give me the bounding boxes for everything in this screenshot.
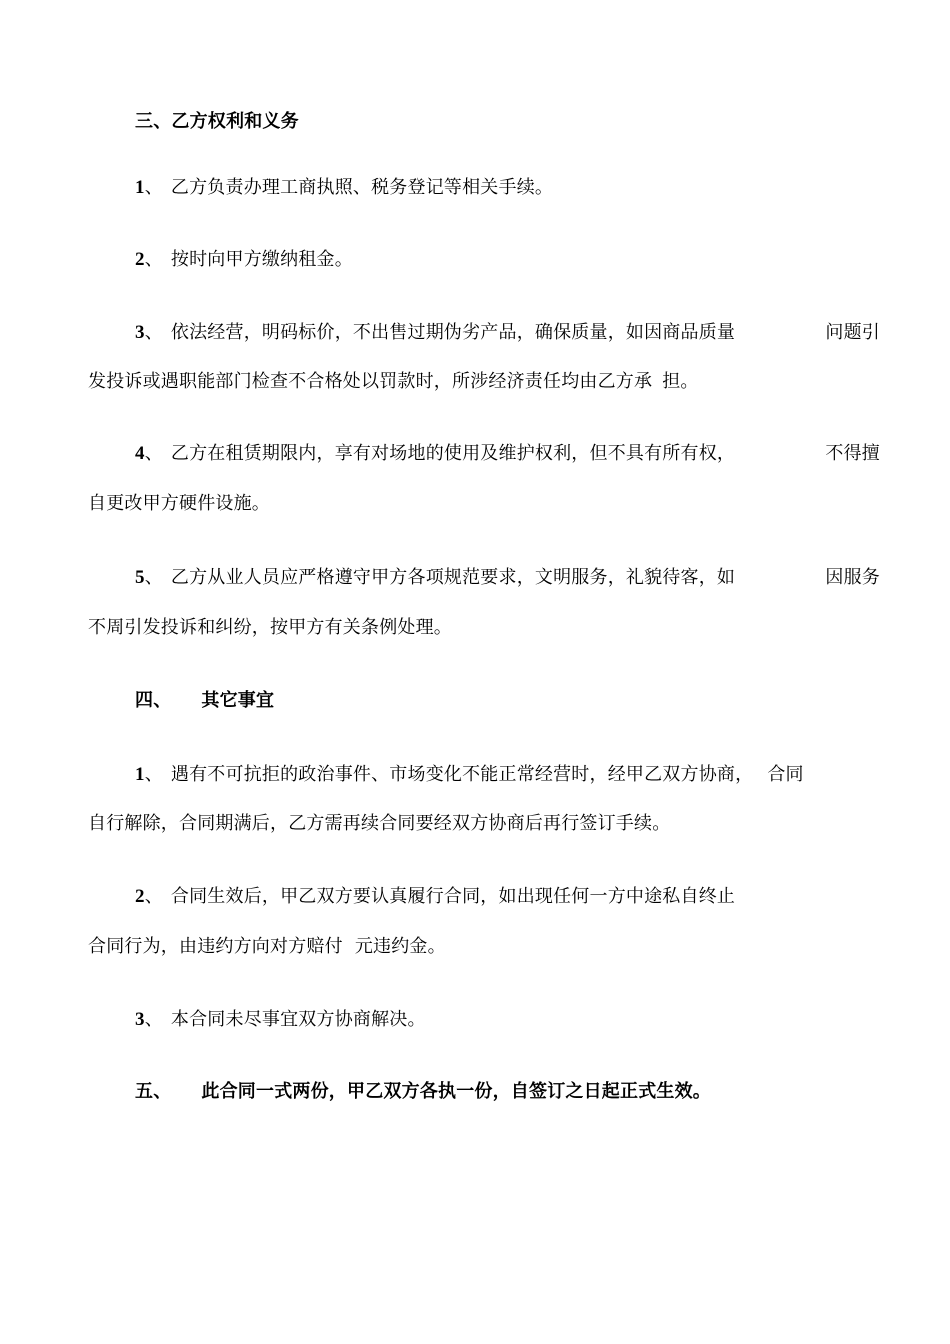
clause-text-continued: 不得擅 [825,443,880,464]
clause-text-continued: 元违约金。 [354,936,446,957]
clause-separator: 、 [144,764,163,785]
clause-4-1-line-2 [88,812,670,836]
clause-text: 遇有不可抗拒的政治事件、市场变化不能正常经营时，经甲乙双方协商， [170,764,754,785]
clause-text: 乙方从业人员应严格遵守甲方各项规范要求，文明服务，礼貌待客，如 [170,567,736,588]
clause-4-3 [135,1008,426,1032]
clause-number: 4 [135,443,145,464]
clause-text: 不周引发投诉和纠纷，按甲方有关条例处理。 [88,617,452,638]
clause-text-continued: 问题引 [825,322,880,343]
clause-text-continued: 担。 [662,371,699,392]
clause-number: 5 [135,567,145,588]
clause-text-continued: 合同 [767,764,804,785]
clause-number: 3 [135,1009,145,1030]
clause-text: 依法经营，明码标价，不出售过期伪劣产品，确保质量，如因商品质量 [170,322,736,343]
clause-4-2-line-2 [88,935,446,959]
clause-number: 1 [135,177,145,198]
section-5-heading [135,1080,711,1104]
clause-3-3-line-1 [135,321,880,345]
clause-3-5-line-2 [88,616,452,640]
section-5-label: 五、 [135,1081,172,1102]
clause-number: 1 [135,764,145,785]
clause-separator: 、 [144,322,163,343]
clause-text: 发投诉或遇职能部门检查不合格处以罚款时，所涉经济责任均由乙方承 [88,371,653,392]
clause-4-1-line-1 [135,763,804,787]
clause-text: 乙方在租赁期限内，享有对场地的使用及维护权利，但不具有所有权， [170,443,736,464]
clause-3-5-line-1 [135,566,880,590]
clause-3-4-line-1 [135,442,880,466]
clause-3-2 [135,248,353,272]
clause-text: 自更改甲方硬件设施。 [88,493,270,514]
clause-separator: 、 [144,443,163,464]
clause-3-1 [135,176,553,200]
clause-text: 合同生效后，甲乙双方要认真履行合同，如出现任何一方中途私自终止 [170,886,736,907]
clause-3-3-line-2 [88,370,699,394]
clause-separator: 、 [144,886,163,907]
section-4-title: 其它事宜 [201,690,275,711]
clause-text: 自行解除，合同期满后，乙方需再续合同要经双方协商后再行签订手续。 [88,813,671,834]
clause-number: 2 [135,249,145,270]
clause-separator: 、 [144,249,163,270]
clause-text: 合同行为，由违约方向对方赔付 [88,936,343,957]
section-3-title: 三、乙方权利和义务 [135,111,299,132]
section-5-text: 此合同一式两份，甲乙双方各执一份，自签订之日起正式生效。 [201,1081,712,1102]
clause-text: 本合同未尽事宜双方协商解决。 [170,1009,426,1030]
clause-separator: 、 [144,567,163,588]
section-4-heading [135,689,274,713]
clause-text: 按时向甲方缴纳租金。 [170,249,353,270]
clause-number: 3 [135,322,145,343]
clause-number: 2 [135,886,145,907]
clause-3-4-line-2 [88,492,270,516]
clause-text: 乙方负责办理工商执照、税务登记等相关手续。 [170,177,554,198]
clause-4-2-line-1 [135,885,735,909]
section-4-label: 四、 [135,690,172,711]
clause-separator: 、 [144,1009,163,1030]
clause-text-continued: 因服务 [825,567,880,588]
clause-separator: 、 [144,177,163,198]
section-3-heading [135,110,299,134]
